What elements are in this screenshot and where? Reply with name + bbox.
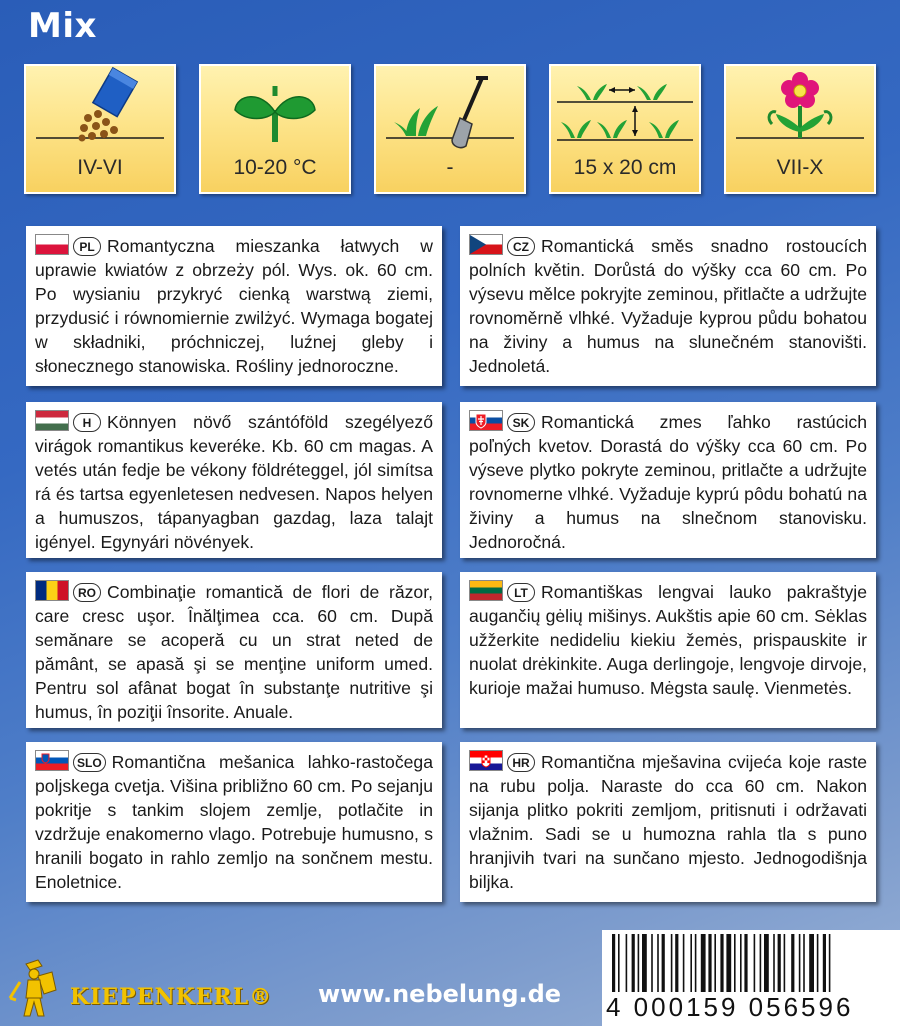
seedling-icon [201, 66, 349, 152]
spacing-icon [551, 66, 699, 152]
language-code-badge: SLO [73, 753, 106, 772]
barcode-bar [760, 934, 762, 992]
language-code-badge: LT [507, 583, 535, 602]
barcode-bar [675, 934, 678, 992]
barcode-bar [612, 934, 615, 992]
barcode-bar [726, 934, 731, 992]
language-code-badge: SK [507, 413, 535, 432]
description-panel-h [26, 402, 442, 558]
barcode-bar [651, 934, 653, 992]
barcode-bar [817, 934, 819, 992]
icon-caption: 15 x 20 cm [573, 156, 677, 179]
barcode-bar [829, 934, 831, 992]
barcode-bar [773, 934, 775, 992]
barcode-bar [764, 934, 769, 992]
icon-caption: IV-VI [77, 156, 123, 179]
description-text: Romantična mješavina cvijeća koje raste na rubu polja. Naraste do cca 60 cm. Nakon sijanja plitko pokriti zemljom, pritisnuti i održavati vlažnim. Sadi se u humozna rahla tla s puno hranjivih tvari na sunčano mjesto. Jednogodišnja biljka. [469, 752, 867, 892]
spacing-tile [549, 64, 701, 194]
language-code-badge: CZ [507, 237, 535, 256]
language-code-badge: H [73, 413, 101, 432]
romania-flag-icon [35, 580, 69, 601]
lithuania-flag-icon [469, 580, 503, 601]
barcode-bar [823, 934, 826, 992]
slovakia-flag-icon [469, 410, 503, 431]
icon-caption: 10-20 °C [233, 156, 317, 179]
barcode-bar [791, 934, 794, 992]
description-text: Romantická směs snadno rostoucích polních květin. Dorůstá do výšky cca 60 cm. Po výsevu mělce pokryjte zeminou, přitlačte a udržujte rovnoměrně vlhké. Vyžaduje kyprou půdu bohatou na živiny a humus na slunečném stanovišti. Jednoletá. [469, 236, 867, 376]
germination-temperature-tile [199, 64, 351, 194]
icon-caption: VII-X [776, 156, 824, 179]
kiepenkerl-logo [8, 958, 288, 1020]
description-panel-pl [26, 226, 442, 386]
barcode-bar [799, 934, 801, 992]
barcode-bar [642, 934, 647, 992]
icon-caption: - [446, 156, 454, 179]
barcode-bar [784, 934, 786, 992]
icon-row [24, 64, 876, 196]
language-code-badge: PL [73, 237, 101, 256]
language-code-badge: RO [73, 583, 101, 602]
language-code-badge: HR [507, 753, 535, 772]
barcode-bars [602, 930, 900, 996]
barcode-bar [618, 934, 620, 992]
description-text: Könnyen növő szántóföld szegélyező virágok romantikus keveréke. Kb. 60 cm magas. A vetés után fedje be vékony földréteggel, jól simítsa rá és tartsa egyenletesen nedvesen. Napos helyen a humuszos, tápanyagban gazdag, laza talajt igényel. Egynyári növények. [35, 412, 433, 552]
barcode-bar [683, 934, 685, 992]
website-link[interactable]: www.nebelung.de [318, 980, 562, 1008]
barcode-bar [803, 934, 805, 992]
barcode [602, 930, 900, 1026]
barcode-bar [638, 934, 640, 992]
spade-icon [376, 66, 524, 152]
barcode-bar [740, 934, 742, 992]
barcode-bar [632, 934, 635, 992]
description-panel-slo [26, 742, 442, 902]
barcode-bar [714, 934, 716, 992]
barcode-bar [695, 934, 697, 992]
hungary-flag-icon [35, 410, 69, 431]
czech-flag-icon [469, 234, 503, 255]
flowering-time-tile [724, 64, 876, 194]
description-panel-cz [460, 226, 876, 386]
description-panel-sk [460, 402, 876, 558]
barcode-bar [778, 934, 781, 992]
description-text: Romantická zmes ľahko rastúcich poľných kvetov. Dorastá do výšky cca 60 cm. Po výseve plytko pokryte zeminou, pritlačte a udržujte rovnomerne vlhké. Vyžaduje kyprú pôdu bohatú na živiny a humus na slnečnom stanovisku. Jednoročná. [469, 412, 867, 552]
barcode-bar [662, 934, 665, 992]
barcode-digits: 4 000159 056596 [606, 992, 854, 1022]
logo-wordmark: KIEPENKERL® [70, 984, 273, 1010]
barcode-bar [734, 934, 736, 992]
description-panel-ro [26, 572, 442, 728]
barcode-bar [671, 934, 673, 992]
barcode-bar [744, 934, 747, 992]
barcode-bar [690, 934, 692, 992]
barcode-bar [626, 934, 628, 992]
barcode-bar [754, 934, 756, 992]
seed-packet-icon [26, 66, 174, 152]
poland-flag-icon [35, 234, 69, 255]
description-panel-lt [460, 572, 876, 728]
basket-carrier-mascot-icon [8, 958, 66, 1020]
page-title: Mix [28, 6, 97, 46]
barcode-bar [809, 934, 814, 992]
barcode-bar [657, 934, 659, 992]
flower-icon [726, 66, 874, 152]
barcode-bar [708, 934, 711, 992]
description-text: Combinaţie romantică de flori de răzor, care cresc uşor. Înălţimea cca. 60 cm. După semănare se acoperă cu un strat neted de pământ, se apasă şi se menţine uniform umed. Pentru sol afânat bogat în substanţe nutritive şi humus, în poziţii însorite. Anuale. [35, 582, 433, 722]
description-text: Romantiškas lengvai lauko pakraštyje augančių gėlių mišinys. Aukštis apie 60 cm. Sėklas užžerkite nedideliu kiekiu žemės, prispauskite ir nuolat drėkinkite. Auga derlingoje, lengvoje dirvoje, kurioje mažai humuso. Mėgsta saulę. Vienmetės. [469, 582, 867, 698]
transplanting-tile [374, 64, 526, 194]
sowing-time-tile [24, 64, 176, 194]
description-text: Romantyczna mieszanka łatwych w uprawie kwiatów z obrzeży pól. Wys. ok. 60 cm. Po wysianiu przykryć cienką warstwą ziemi, przydusić i równomiernie zwilżyć. Wymaga bogatej w składniki, próchniczej, luźnej gleby i słonecznego stanowiska. Rośliny jednoroczne. [35, 236, 433, 376]
description-panel-hr [460, 742, 876, 902]
description-text: Romantična mešanica lahko-rastočega poljskega cvetja. Višina približno 60 cm. Po sejanju pokritje s tankim slojem zemlje, potlačite in vzdržuje enakomerno vlago. Potrebuje humusno, s hranili bogato in rahlo zemljo na sončnem mestu. Enoletnice. [35, 752, 433, 892]
barcode-bar [701, 934, 706, 992]
croatia-flag-icon [469, 750, 503, 771]
slovenia-flag-icon [35, 750, 69, 771]
barcode-bar [720, 934, 723, 992]
